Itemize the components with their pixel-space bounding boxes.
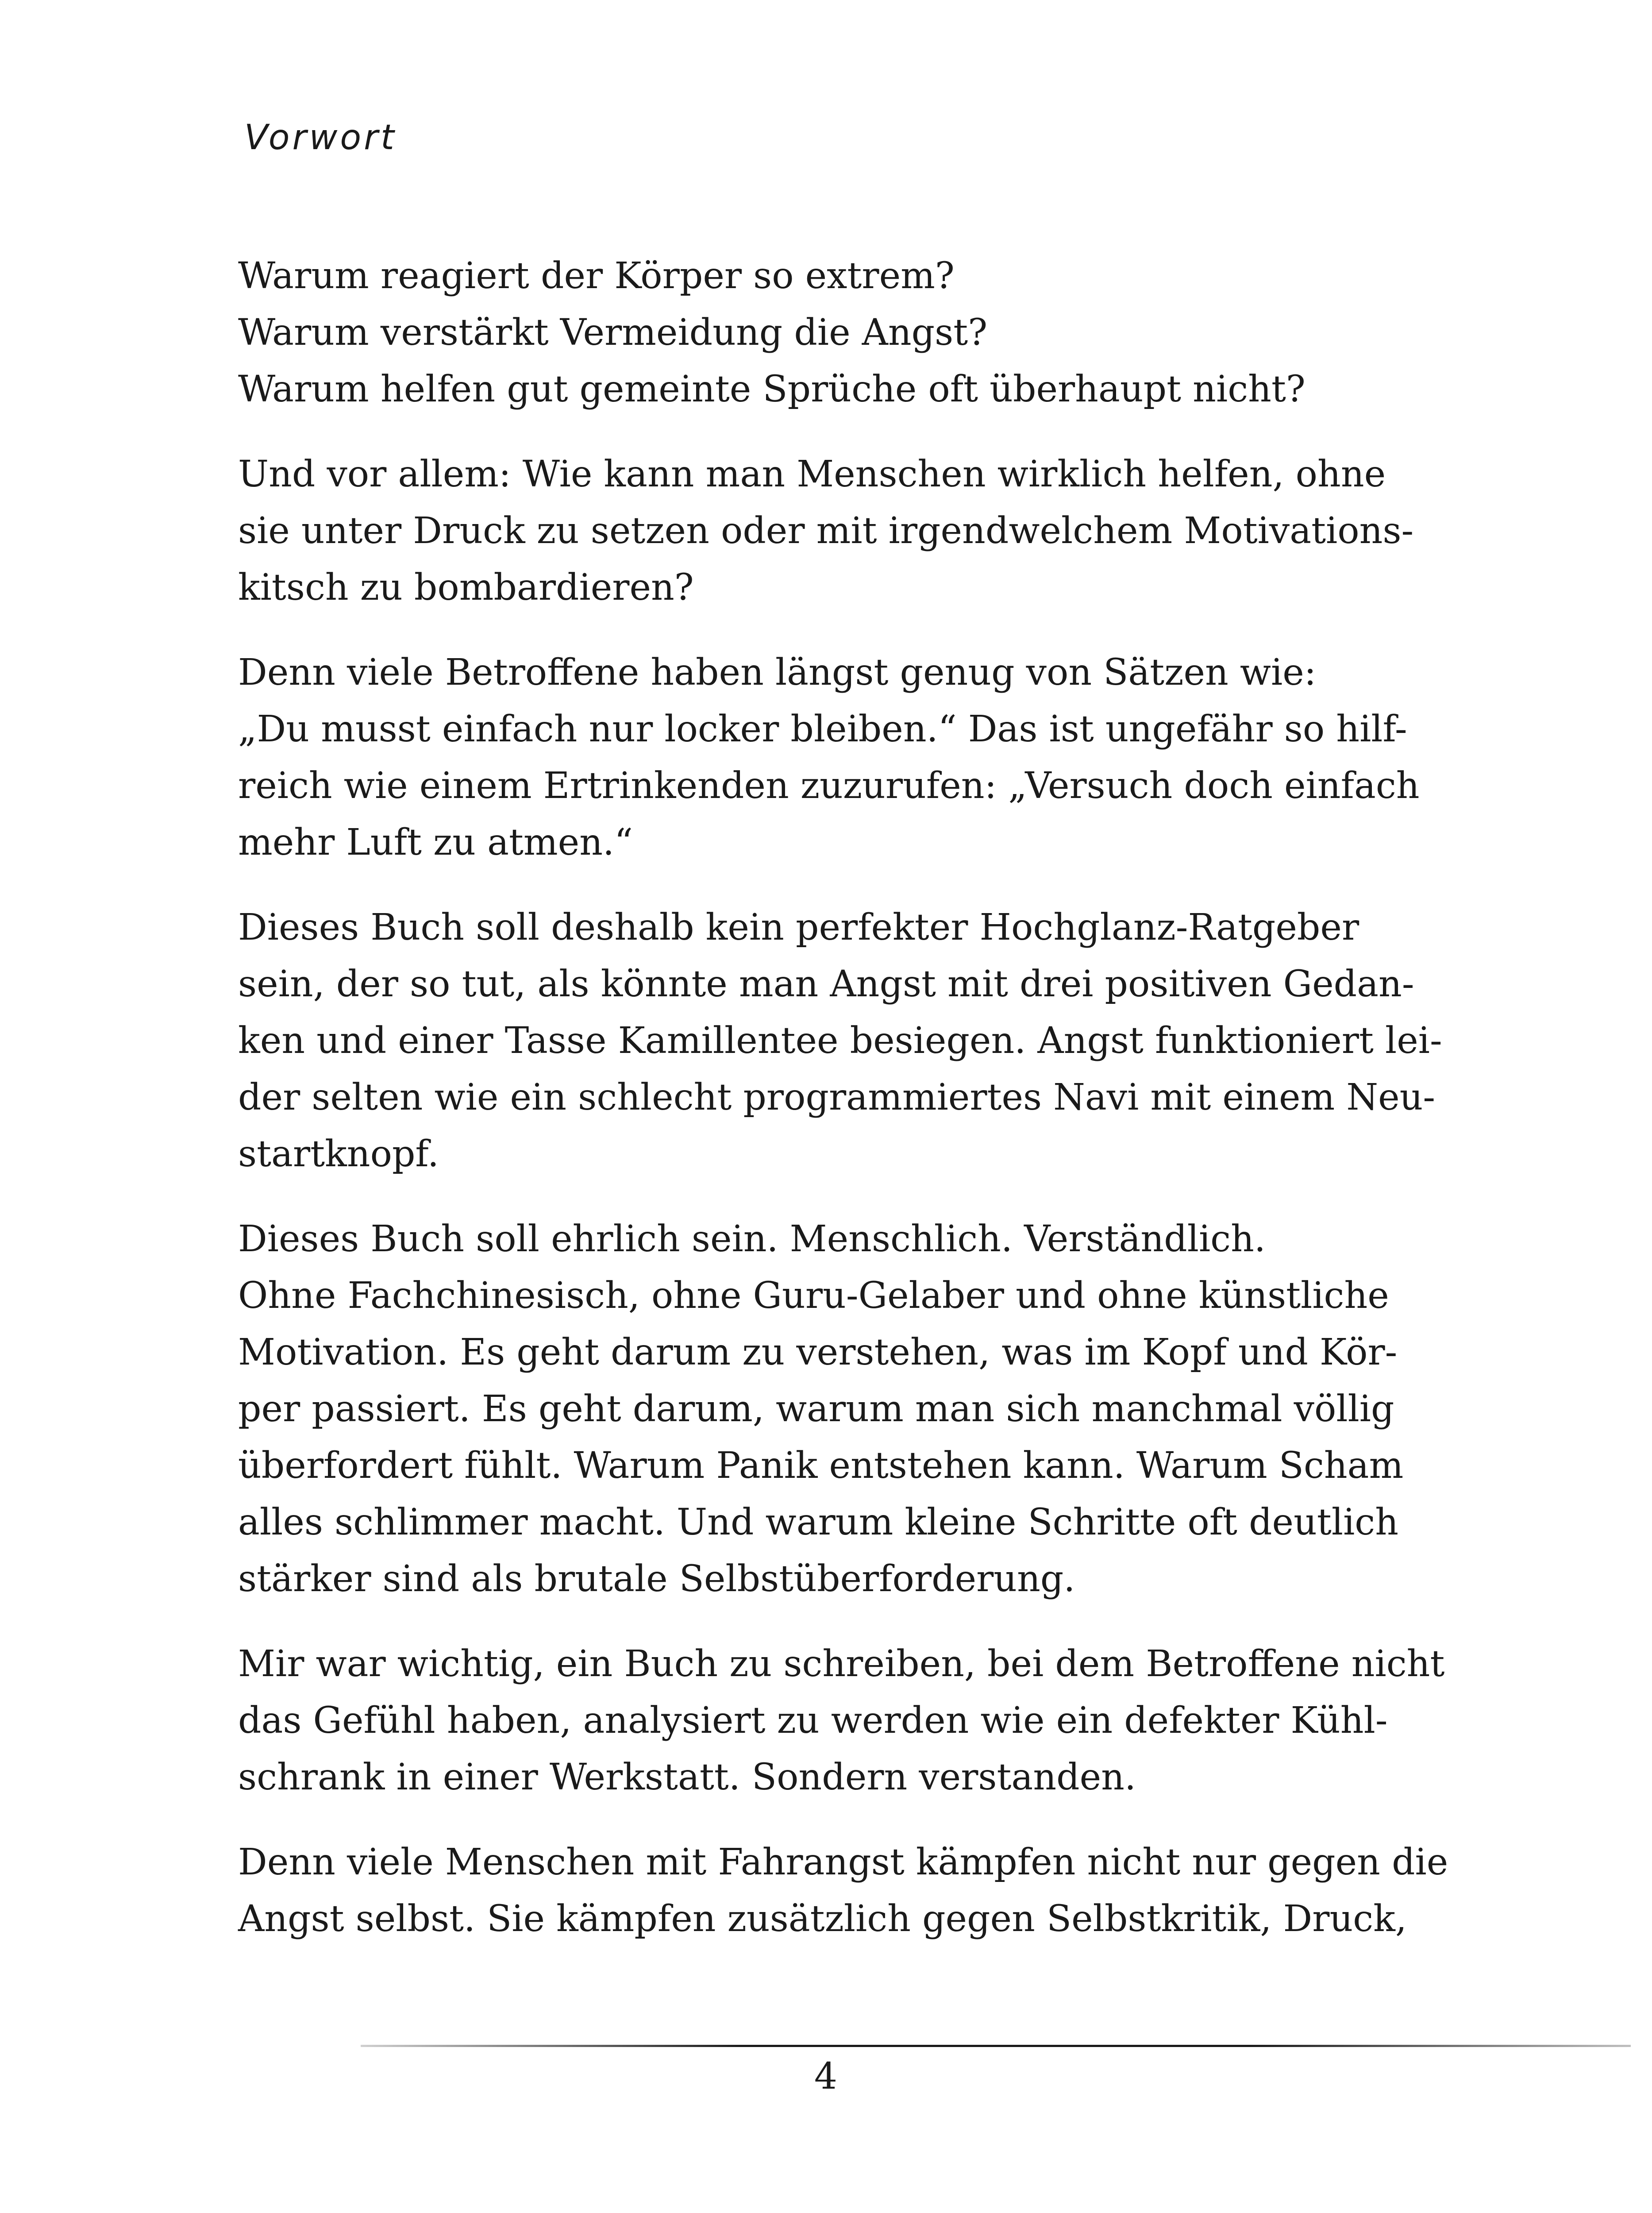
text-line: der selten wie ein schlecht programmiertes Navi mit einem Neu- <box>238 1076 1436 1118</box>
footer-divider <box>361 2045 1631 2047</box>
paragraph <box>238 248 1521 418</box>
text-line: mehr Luft zu atmen.“ <box>238 821 633 864</box>
body-text <box>238 248 1521 1976</box>
text-line: sie unter Druck zu setzen oder mit irgendwelchem Motivations- <box>238 510 1414 552</box>
paragraph <box>238 1834 1521 1947</box>
text-line: startknopf. <box>238 1133 439 1175</box>
text-line: Dieses Buch soll deshalb kein perfekter Hochglanz-Ratgeber <box>238 906 1359 948</box>
text-line: schrank in einer Werkstatt. Sondern verstanden. <box>238 1756 1136 1798</box>
paragraph <box>238 446 1521 616</box>
text-line: überfordert fühlt. Warum Panik entstehen kann. Warum Scham <box>238 1445 1404 1487</box>
text-line: reich wie einem Ertrinkenden zuzurufen: „Versuch doch einfach <box>238 765 1420 807</box>
text-line: Dieses Buch soll ehrlich sein. Menschlich. Verständlich. <box>238 1218 1266 1260</box>
text-line: Warum helfen gut gemeinte Sprüche oft überhaupt nicht? <box>238 368 1305 410</box>
running-head-title: Vorwort <box>244 118 397 158</box>
text-line: Denn viele Betroffene haben längst genug von Sätzen wie: <box>238 652 1317 694</box>
text-line: Warum verstärkt Vermeidung die Angst? <box>238 312 988 354</box>
text-line: Angst selbst. Sie kämpfen zusätzlich gegen Selbstkritik, Druck, <box>238 1898 1407 1940</box>
text-line: sein, der so tut, als könnte man Angst mit drei positiven Gedan- <box>238 963 1414 1005</box>
paragraph <box>238 644 1521 871</box>
text-line: Mir war wichtig, ein Buch zu schreiben, bei dem Betroffene nicht <box>238 1643 1445 1685</box>
paragraph <box>238 1636 1521 1806</box>
text-line: Ohne Fachchinesisch, ohne Guru-Gelaber und ohne künstliche <box>238 1275 1389 1317</box>
text-line: „Du musst einfach nur locker bleiben.“ Das ist ungefähr so hilf- <box>238 708 1407 750</box>
text-line: alles schlimmer macht. Und warum kleine Schritte oft deutlich <box>238 1501 1399 1543</box>
text-line: stärker sind als brutale Selbstüberforderung. <box>238 1558 1075 1600</box>
text-line: das Gefühl haben, analysiert zu werden wie ein defekter Kühl- <box>238 1700 1388 1742</box>
text-line: per passiert. Es geht darum, warum man sich manchmal völlig <box>238 1388 1394 1430</box>
paragraph <box>238 1211 1521 1608</box>
text-line: Warum reagiert der Körper so extrem? <box>238 255 955 297</box>
text-line: Und vor allem: Wie kann man Menschen wirklich helfen, ohne <box>238 453 1386 495</box>
text-line: ken und einer Tasse Kamillentee besiegen. Angst funktioniert lei- <box>238 1020 1442 1062</box>
paragraph <box>238 899 1521 1183</box>
text-line: Motivation. Es geht darum zu verstehen, was im Kopf und Kör- <box>238 1331 1398 1373</box>
page-number: 4 <box>814 2055 838 2097</box>
text-line: kitsch zu bombardieren? <box>238 567 694 609</box>
text-line: Denn viele Menschen mit Fahrangst kämpfen nicht nur gegen die <box>238 1841 1448 1883</box>
